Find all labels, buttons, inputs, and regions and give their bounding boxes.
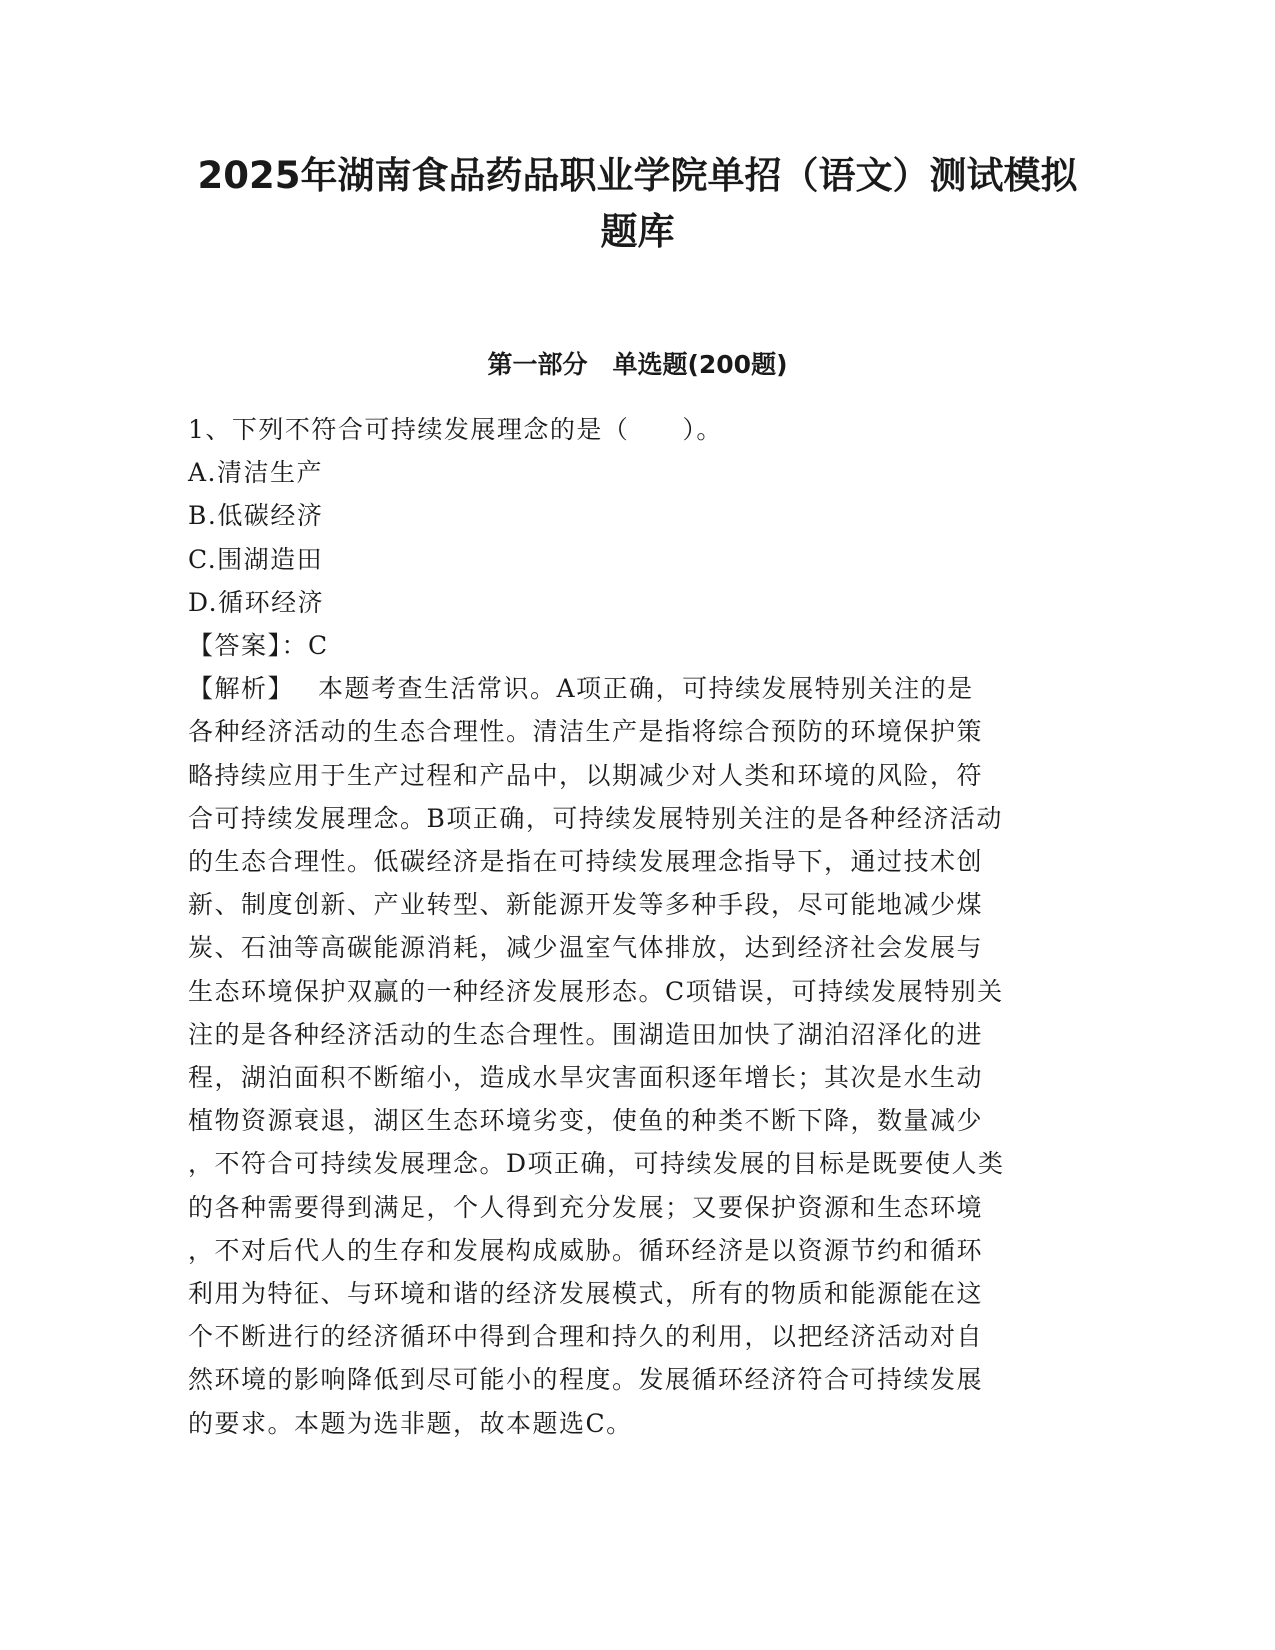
- section-heading: 第一部分 单选题(200题): [487, 350, 788, 379]
- document-title-line-1: 2025年湖南食品药品职业学院单招（语文）测试模拟: [197, 154, 1078, 197]
- analysis-text-line: 的要求。本题为选非题，故本题选C。: [188, 1408, 633, 1438]
- option-c: C.围湖造田: [188, 544, 324, 574]
- document-title-line-2: 题库: [600, 210, 675, 253]
- analysis-text-line: 的生态合理性。低碳经济是指在可持续发展理念指导下，通过技术创: [188, 847, 984, 877]
- analysis-text-line: 然环境的影响降低到尽可能小的程度。发展循环经济符合可持续发展: [188, 1365, 984, 1395]
- analysis-text-line: 新、制度创新、产业转型、新能源开发等多种手段，尽可能地减少煤: [188, 890, 984, 920]
- analysis-text-line: 本题考查生活常识。A项正确，可持续发展特别关注的是: [318, 674, 974, 704]
- question-stem: 1、下列不符合可持续发展理念的是（ ）。: [188, 415, 723, 444]
- question-block: [188, 408, 1088, 1445]
- analysis-label: 【解析】: [188, 674, 295, 704]
- analysis-text-line: 注的是各种经济活动的生态合理性。围湖造田加快了湖泊沼泽化的进: [188, 1019, 984, 1049]
- document-title: [150, 148, 1125, 260]
- analysis-text-line: 合可持续发展理念。B项正确，可持续发展特别关注的是各种经济活动: [188, 803, 1003, 833]
- analysis-text-line: 个不断进行的经济循环中得到合理和持久的利用，以把经济活动对自: [188, 1322, 984, 1352]
- answer-value: C: [308, 631, 329, 661]
- option-a: A.清洁生产: [188, 458, 324, 488]
- analysis-text-line: 的各种需要得到满足，个人得到充分发展；又要保护资源和生态环境: [188, 1192, 984, 1222]
- answer-line: [188, 624, 1088, 667]
- analysis-text-line: ，不对后代人的生存和发展构成威胁。循环经济是以资源节约和循环: [188, 1235, 984, 1265]
- analysis-text-line: 生态环境保护双赢的一种经济发展形态。C项错误，可持续发展特别关: [188, 976, 1004, 1006]
- analysis-text-line: 各种经济活动的生态合理性。清洁生产是指将综合预防的环境保护策: [188, 717, 984, 747]
- analysis-text-line: 炭、石油等高碳能源消耗，减少温室气体排放，达到经济社会发展与: [188, 933, 984, 963]
- option-d: D.循环经济: [188, 587, 325, 617]
- analysis-text-line: 植物资源衰退，湖区生态环境劣变，使鱼的种类不断下降，数量减少: [188, 1106, 984, 1136]
- analysis-text-line: ，不符合可持续发展理念。D项正确，可持续发展的目标是既要使人类: [188, 1149, 1005, 1179]
- answer-label: 【答案】：: [188, 631, 309, 661]
- analysis-line: [188, 667, 1088, 710]
- analysis-text-line: 利用为特征、与环境和谐的经济发展模式，所有的物质和能源能在这: [188, 1279, 984, 1309]
- analysis-text-line: 略持续应用于生产过程和产品中，以期减少对人类和环境的风险，符: [188, 760, 984, 790]
- option-b: B.低碳经济: [188, 501, 324, 531]
- analysis-text-line: 程，湖泊面积不断缩小，造成水旱灾害面积逐年增长；其次是水生动: [188, 1063, 984, 1093]
